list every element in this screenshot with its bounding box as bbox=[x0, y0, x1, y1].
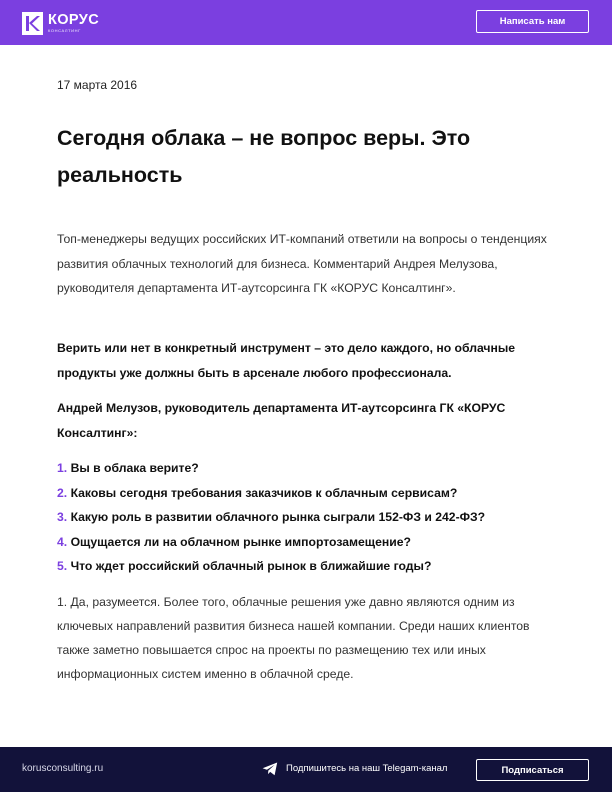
korus-logo[interactable] bbox=[22, 10, 99, 36]
question-item bbox=[57, 530, 557, 555]
question-list bbox=[57, 456, 557, 579]
article-date: 17 марта 2016 bbox=[57, 78, 138, 92]
question-number: 3. bbox=[57, 510, 68, 524]
question-number: 2. bbox=[57, 485, 68, 500]
question-number: 1. bbox=[57, 461, 68, 475]
logo-name: КОРУС bbox=[48, 12, 100, 28]
korus-logo-mark-icon bbox=[22, 12, 43, 35]
article-title: Сегодня облака – не вопрос веры. Это реальность bbox=[57, 126, 471, 187]
article-author: Андрей Мелузов, руководитель департамента ИТ-аутсорсинга ГК «КОРУС Консалтинг»: bbox=[57, 401, 506, 440]
question-item bbox=[57, 554, 557, 579]
footer-site-link[interactable]: korusconsulting.ru bbox=[22, 763, 104, 774]
article-intro: Топ-менеджеры ведущих российских ИТ-компаний ответили на вопросы о тенденциях развития облачных технологий для бизнеса. Комментарий Андрея Мелузова, руководителя департамента ИТ-аутсорсинга ГК «КОРУС Консалтинг». bbox=[57, 232, 547, 295]
question-text: Каковы сегодня требования заказчиков к облачным сервисам? bbox=[70, 485, 458, 500]
telegram-link[interactable]: Подпишитесь на наш Telegam-канал bbox=[286, 763, 448, 774]
site-footer bbox=[0, 747, 612, 792]
article-lead: Верить или нет в конкретный инструмент – это дело каждого, но облачные продукты уже должны быть в арсенале любого профессионала. bbox=[57, 341, 516, 380]
article-answer: 1. Да, разумеется. Более того, облачные решения уже давно являются одним из ключевых направлений развития бизнеса нашей компании. Среди наших клиентов также заметно повышается спрос на проекты по размещению тех или иных информационных систем именно в облачной среде. bbox=[57, 595, 530, 681]
question-text: Что ждет российский облачный рынок в ближайшие годы? bbox=[70, 559, 432, 573]
question-item bbox=[57, 505, 557, 530]
write-us-button[interactable]: Написать нам bbox=[476, 10, 589, 33]
logo-subtitle: КОНСАЛТИНГ bbox=[48, 28, 81, 33]
site-header bbox=[0, 0, 612, 45]
question-number: 5. bbox=[57, 559, 68, 573]
telegram-icon[interactable] bbox=[262, 762, 278, 776]
question-text: Вы в облака верите? bbox=[70, 461, 199, 475]
question-number: 4. bbox=[57, 534, 68, 549]
question-text: Ощущается ли на облачном рынке импортозамещение? bbox=[70, 534, 411, 549]
question-text: Какую роль в развитии облачного рынка сыграли 152-ФЗ и 242-ФЗ? bbox=[70, 510, 486, 524]
question-item bbox=[57, 481, 557, 506]
question-item bbox=[57, 456, 557, 481]
subscribe-button[interactable]: Подписаться bbox=[476, 759, 589, 781]
